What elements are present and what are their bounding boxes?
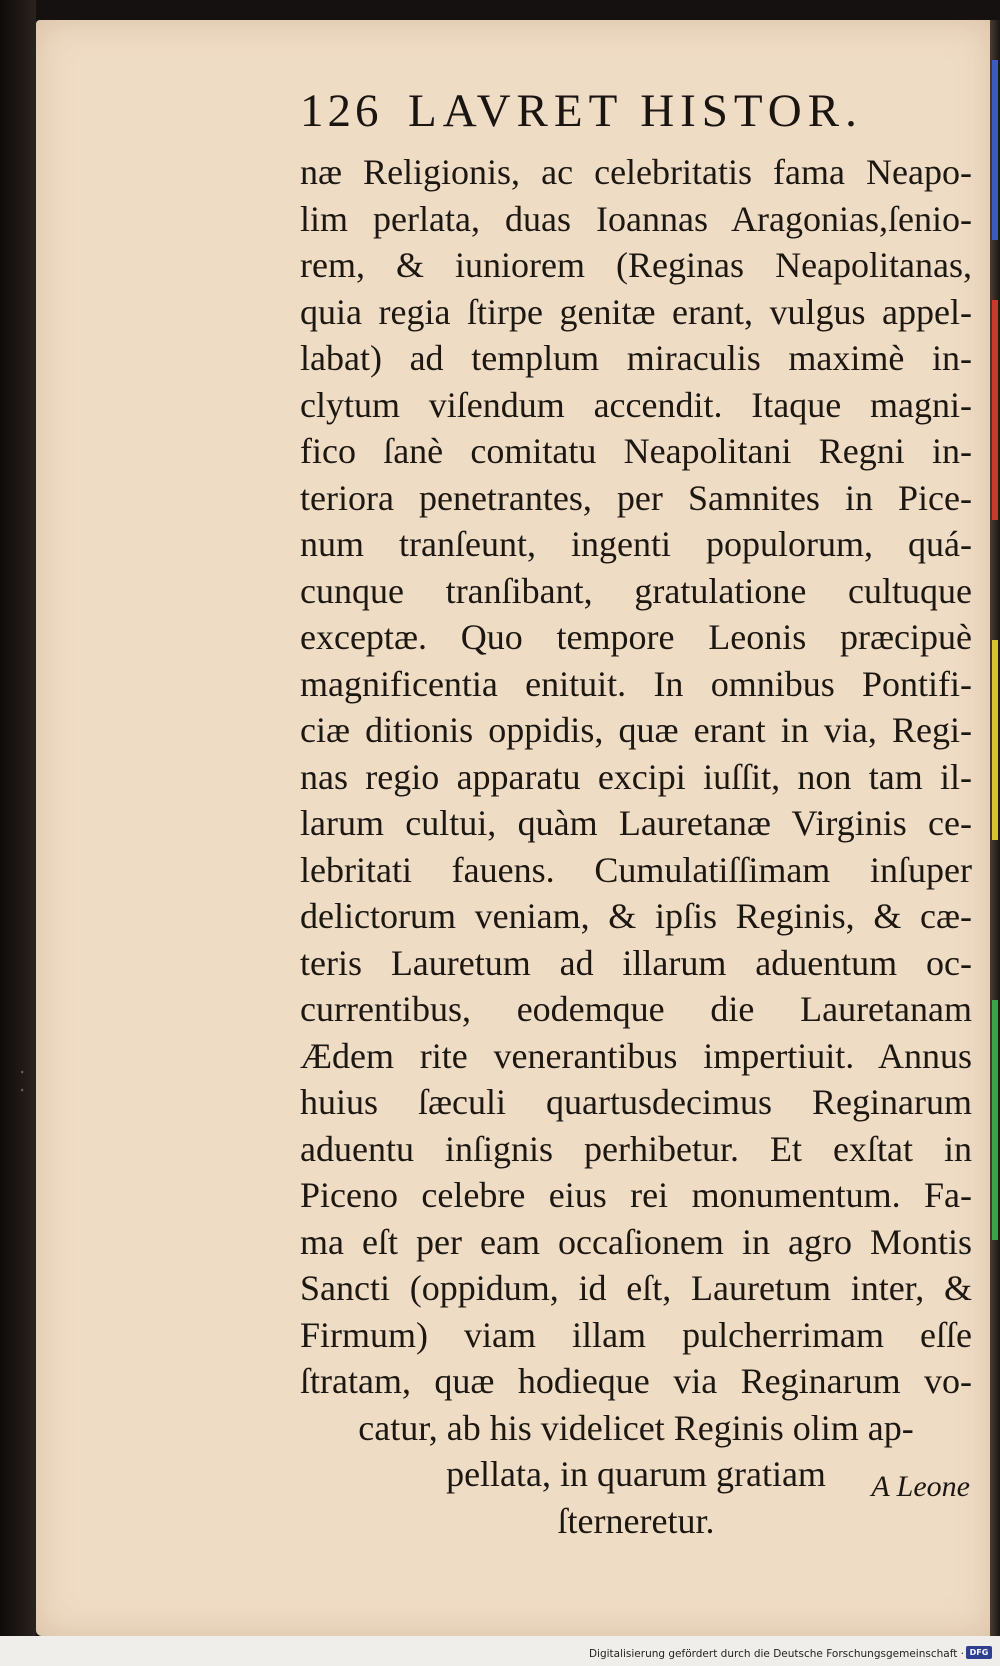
running-title: LAVRET HISTOR.	[408, 85, 863, 137]
scan-color-strip-blue	[992, 60, 998, 240]
text-line: teriora penetrantes, per Samnites in Pice-	[300, 477, 972, 518]
scan-left-margin	[0, 0, 36, 1666]
text-line: lebritati fauens. Cumulatiſſimam inſuper	[300, 849, 972, 890]
text-line: exceptæ. Quo tempore Leonis præcipuè	[300, 617, 972, 657]
text-line: delictorum veniam, & ipſis Reginis, & cæ-	[300, 896, 972, 936]
text-line: Piceno celebre eius rei monumentum. Fa-	[300, 1175, 972, 1215]
scan-color-strip-red	[992, 300, 998, 520]
catchword: A Leone	[871, 1470, 970, 1503]
text-line: huius ſæculi quartusdecimus Reginarum	[300, 1082, 972, 1122]
text-line: fico ſanè comitatu Neapolitani Regni in-	[300, 431, 972, 471]
text-line: quia regia ſtirpe genitæ erant, vulgus appel-	[300, 291, 972, 332]
text-line: currentibus, eodemque die Lauretanam	[300, 989, 972, 1029]
text-line: magnificentia enituit. In omnibus Pontifi-	[300, 663, 972, 704]
scan-color-strip-green	[992, 1000, 998, 1240]
text-line: teris Lauretum ad illarum aduentum oc-	[300, 942, 972, 983]
text-line: rem, & iuniorem (Reginas Neapolitanas,	[300, 245, 972, 285]
text-line: ſtratam, quæ hodieque via Reginarum vo-	[300, 1361, 972, 1401]
dfg-logo-icon: DFG	[966, 1646, 992, 1659]
text-line: Ædem rite venerantibus impertiuit. Annus	[300, 1035, 972, 1076]
text-line: nas regio apparatu excipi iuſſit, non tam il-	[300, 756, 972, 797]
text-line: lim perlata, duas Ioannas Aragonias,ſenio-	[300, 198, 972, 239]
text-line: næ Religionis, ac celebritatis fama Neapo-	[300, 152, 972, 192]
text-line: cunque tranſibant, gratulatione cultuque	[300, 570, 972, 611]
text-line: ma eſt per eam occaſionem in agro Montis	[300, 1221, 972, 1262]
bleed-through-mark: ꞏ ꞏ	[20, 1066, 25, 1099]
text-line: aduentu inſignis perhibetur. Et exſtat in	[300, 1128, 972, 1169]
text-line: Sancti (oppidum, id eſt, Lauretum inter, &	[300, 1268, 972, 1308]
scan-color-strip-yellow	[992, 640, 998, 840]
text-line: num tranſeunt, ingenti populorum, quá-	[300, 524, 972, 564]
text-line: ciæ ditionis oppidis, quæ erant in via, Regi-	[300, 710, 972, 750]
body-text	[300, 149, 972, 1544]
text-line-tapered: catur, ab his videlicet Reginis olim ap-	[358, 1407, 914, 1448]
page-number: 126	[300, 85, 383, 137]
text-line-final: ſterneretur.	[557, 1500, 715, 1541]
digitization-credit: Digitalisierung gefördert durch die Deutsche Forschungsgemeinschaft ·	[588, 1648, 964, 1660]
page-header	[300, 84, 940, 144]
text-line-tapered: pellata, in quarum gratiam	[446, 1454, 826, 1494]
text-line: clytum viſendum accendit. Itaque magni-	[300, 384, 972, 425]
text-line: larum cultui, quàm Lauretanæ Virginis ce-	[300, 803, 972, 843]
text-line: Firmum) viam illam pulcherrimam eſſe	[300, 1314, 972, 1355]
text-line: labat) ad templum miraculis maximè in-	[300, 338, 972, 378]
